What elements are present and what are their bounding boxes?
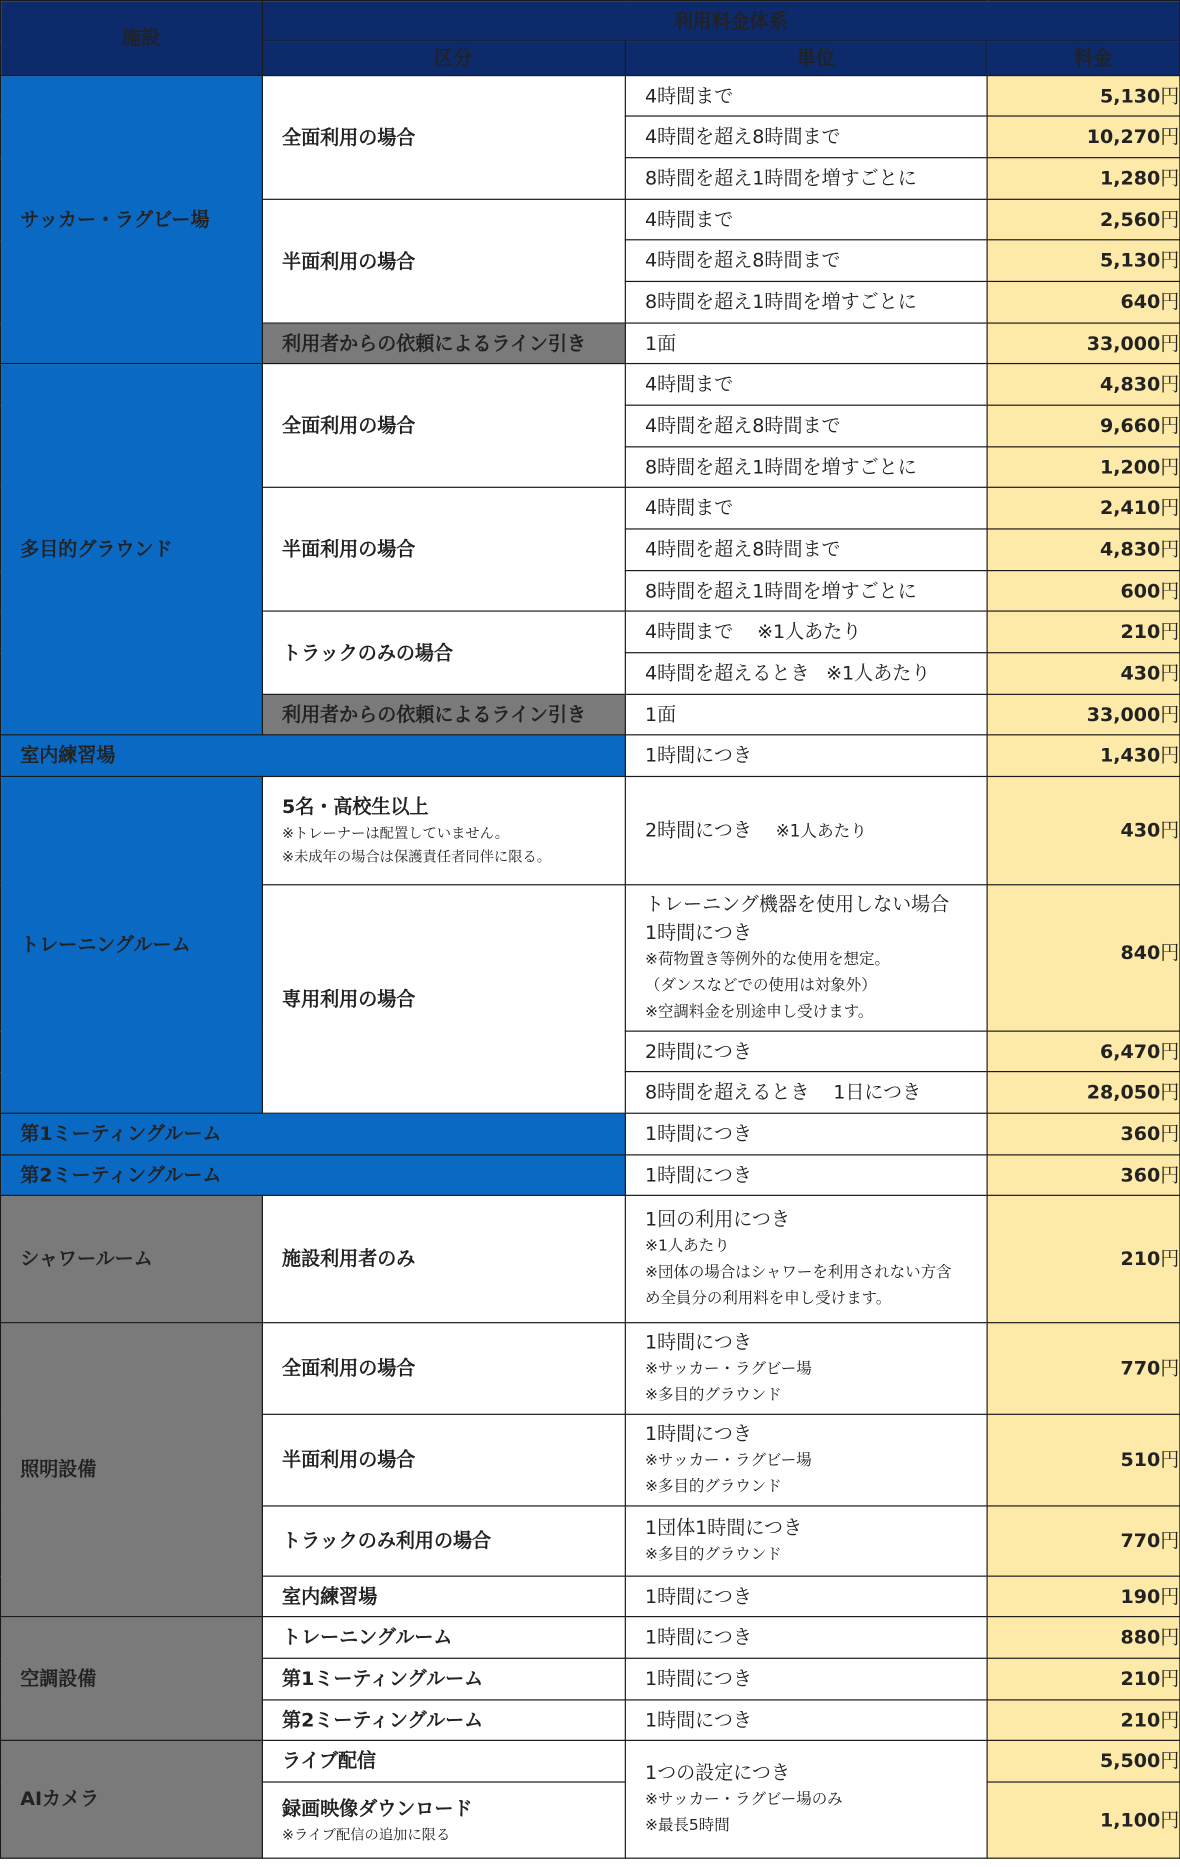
header-facility: 施設 (1, 1, 263, 76)
price-cell: 430円 (987, 776, 1180, 884)
unit-cell: 4時間を超え8時間まで (625, 405, 987, 447)
unit-cell: 2時間につき ※1人あたり (625, 776, 987, 884)
category-line-drawing: 利用者からの依頼によるライン引き (262, 323, 625, 363)
unit-cell: 1時間につき (625, 1617, 987, 1659)
price-cell: 360円 (987, 1155, 1180, 1195)
price-cell: 640円 (987, 281, 1180, 323)
price-cell: 2,410円 (987, 487, 1180, 529)
facility-meeting-room-2: 第2ミーティングルーム (1, 1155, 626, 1195)
unit-cell: 1面 (625, 694, 987, 734)
header-unit: 単位 (625, 41, 987, 76)
category-track-only: トラックのみ利用の場合 (262, 1506, 625, 1576)
price-cell: 510円 (987, 1414, 1180, 1506)
price-cell: 360円 (987, 1113, 1180, 1155)
unit-cell: 8時間を超え1時間を増すごとに (625, 447, 987, 487)
price-cell: 5,500円 (987, 1740, 1180, 1782)
unit-cell: 8時間を超え1時間を増すごとに (625, 158, 987, 200)
unit-cell: 4時間を超え8時間まで (625, 116, 987, 158)
unit-cell: 1時間につき (625, 1155, 987, 1195)
unit-cell: 8時間を超え1時間を増すごとに (625, 281, 987, 323)
header-division: 区分 (262, 41, 625, 76)
unit-cell: 1時間につき ※サッカー・ラグビー場 ※多目的グラウンド (625, 1323, 987, 1415)
unit-cell: 4時間を超えるとき ※1人あたり (625, 653, 987, 695)
unit-cell: 1時間につき (625, 1658, 987, 1700)
price-cell: 1,200円 (987, 447, 1180, 487)
price-cell: 10,270円 (987, 116, 1180, 158)
unit-cell: 1団体1時間につき ※多目的グラウンド (625, 1506, 987, 1576)
category-line-drawing: 利用者からの依頼によるライン引き (262, 694, 625, 734)
facility-indoor-practice: 室内練習場 (1, 735, 626, 777)
unit-cell: 4時間を超え8時間まで (625, 529, 987, 571)
unit-cell: 1回の利用につき ※1人あたり ※団体の場合はシャワーを利用されない方含 め全員分の利用料を申し受けます。 (625, 1195, 987, 1322)
price-cell: 840円 (987, 885, 1180, 1031)
category-full-use: 全面利用の場合 (262, 76, 625, 200)
category-recording-download: 録画映像ダウンロード ※ライブ配信の追加に限る (262, 1782, 625, 1858)
price-cell: 5,130円 (987, 240, 1180, 282)
category-half-use: 半面利用の場合 (262, 1414, 625, 1506)
price-cell: 1,430円 (987, 735, 1180, 777)
category-full-use: 全面利用の場合 (262, 1323, 625, 1415)
price-cell: 5,130円 (987, 76, 1180, 116)
unit-cell: 8時間を超え1時間を増すごとに (625, 571, 987, 611)
unit-cell: 1時間につき (625, 1113, 987, 1155)
unit-cell: 4時間まで (625, 199, 987, 239)
category-meeting-room-1: 第1ミーティングルーム (262, 1658, 625, 1700)
unit-cell: 4時間まで (625, 364, 987, 406)
price-cell: 190円 (987, 1576, 1180, 1616)
unit-cell: 4時間まで (625, 487, 987, 529)
price-cell: 2,560円 (987, 199, 1180, 239)
price-cell: 880円 (987, 1617, 1180, 1659)
price-cell: 4,830円 (987, 529, 1180, 571)
price-cell: 770円 (987, 1506, 1180, 1576)
category-half-use: 半面利用の場合 (262, 199, 625, 323)
unit-cell: 8時間を超えるとき 1日につき (625, 1072, 987, 1114)
price-cell: 1,280円 (987, 158, 1180, 200)
facility-ai-camera: AIカメラ (1, 1740, 263, 1858)
unit-cell: 1時間につき ※サッカー・ラグビー場 ※多目的グラウンド (625, 1414, 987, 1506)
price-cell: 9,660円 (987, 405, 1180, 447)
unit-cell: 4時間まで ※1人あたり (625, 611, 987, 653)
unit-cell: 1時間につき (625, 1700, 987, 1740)
price-cell: 4,830円 (987, 364, 1180, 406)
unit-cell: 1時間につき (625, 1576, 987, 1616)
unit-cell: 4時間を超え8時間まで (625, 240, 987, 282)
category-live-streaming: ライブ配信 (262, 1740, 625, 1782)
header-fee-system: 利用料金体系 (262, 1, 1179, 41)
category-track-only: トラックのみの場合 (262, 611, 625, 694)
facility-meeting-room-1: 第1ミーティングルーム (1, 1113, 626, 1155)
unit-cell: 2時間につき (625, 1031, 987, 1071)
unit-cell: 1つの設定につき ※サッカー・ラグビー場のみ ※最長5時間 (625, 1740, 987, 1858)
price-cell: 6,470円 (987, 1031, 1180, 1071)
price-cell: 28,050円 (987, 1072, 1180, 1114)
unit-cell: 1面 (625, 323, 987, 363)
price-cell: 600円 (987, 571, 1180, 611)
price-cell: 33,000円 (987, 323, 1180, 363)
category-five-persons: 5名・高校生以上 ※トレーナーは配置していません。 ※未成年の場合は保護責任者同伴に限る。 (262, 776, 625, 884)
price-cell: 210円 (987, 611, 1180, 653)
facility-soccer-rugby: サッカー・ラグビー場 (1, 76, 263, 364)
price-cell: 33,000円 (987, 694, 1180, 734)
category-indoor-practice: 室内練習場 (262, 1576, 625, 1616)
price-cell: 430円 (987, 653, 1180, 695)
category-facility-users-only: 施設利用者のみ (262, 1195, 625, 1322)
facility-lighting: 照明設備 (1, 1323, 263, 1617)
facility-training-room: トレーニングルーム (1, 776, 263, 1113)
price-cell: 770円 (987, 1323, 1180, 1415)
facility-shower-room: シャワールーム (1, 1195, 263, 1322)
price-cell: 210円 (987, 1658, 1180, 1700)
price-cell: 210円 (987, 1195, 1180, 1322)
category-meeting-room-2: 第2ミーティングルーム (262, 1700, 625, 1740)
unit-cell: 4時間まで (625, 76, 987, 116)
header-fee: 料金 (987, 41, 1180, 76)
facility-air-conditioning: 空調設備 (1, 1617, 263, 1741)
facility-multipurpose-ground: 多目的グラウンド (1, 364, 263, 735)
unit-cell: 1時間につき (625, 735, 987, 777)
category-training-room: トレーニングルーム (262, 1617, 625, 1659)
category-half-use: 半面利用の場合 (262, 487, 625, 611)
category-exclusive-use: 専用利用の場合 (262, 885, 625, 1113)
price-cell: 1,100円 (987, 1782, 1180, 1858)
unit-cell: トレーニング機器を使用しない場合 1時間につき ※荷物置き等例外的な使用を想定。 （ダンスなどでの使用は対象外） ※空調料金を別途申し受けます。 (625, 885, 987, 1031)
price-cell: 210円 (987, 1700, 1180, 1740)
category-full-use: 全面利用の場合 (262, 364, 625, 488)
